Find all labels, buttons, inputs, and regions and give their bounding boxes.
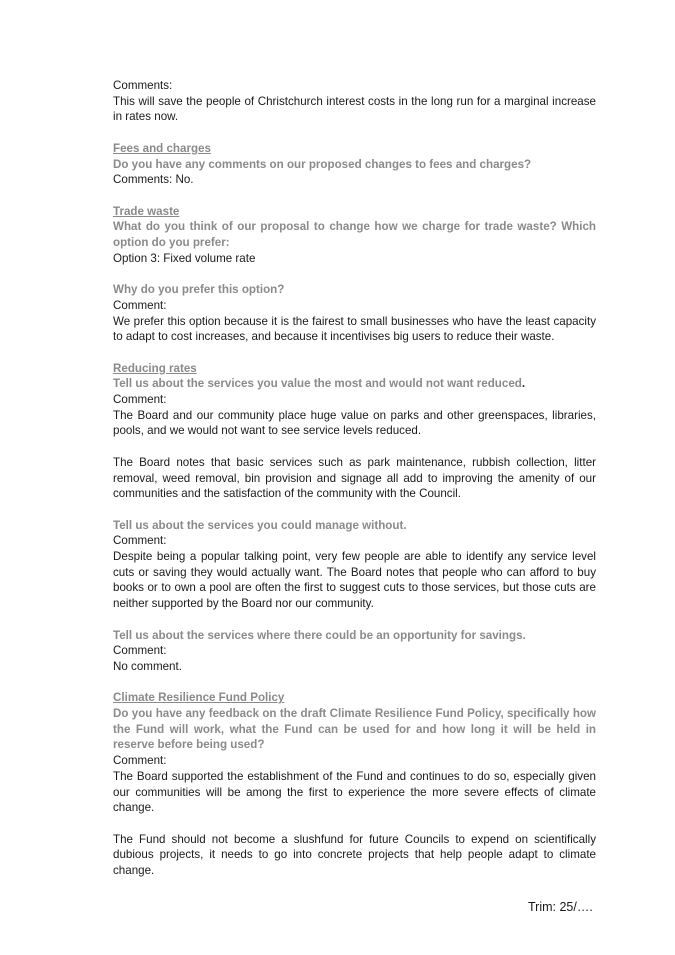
- trim-reference: Trim: 25/….: [528, 900, 593, 914]
- comment-text: We prefer this option because it is the fairest to small businesses who have the least capacity to adapt to cost increases, and because it incentivises big users to reduce their waste.: [113, 314, 596, 344]
- spacer: [113, 612, 596, 628]
- comment-text: The Board and our community place huge value on parks and other greenspaces, libraries, pools, and we would not want to see service levels reduced.: [113, 408, 596, 438]
- spacer: [113, 439, 596, 455]
- document-page: [113, 78, 596, 879]
- question-period: .: [521, 377, 526, 391]
- comment-text: Despite being a popular talking point, very few people are able to identify any service level cuts or saving they would actually want. The Board notes that people who can afford to buy books or to own a pool are often the first to suggest cuts to those services, but those cuts are neither supported by the Board nor our community.: [113, 550, 596, 611]
- answer-fees: Comments: No.: [113, 173, 194, 187]
- question-trade-waste: What do you think of our proposal to change how we charge for trade waste? Which option do you prefer:: [113, 220, 596, 249]
- spacer: [113, 502, 596, 518]
- spacer: [113, 125, 596, 141]
- comment-text: This will save the people of Christchurch interest costs in the long run for a marginal increase in rates now.: [113, 94, 596, 124]
- question-fees: Do you have any comments on our proposed changes to fees and charges?: [113, 157, 532, 171]
- spacer: [113, 188, 596, 204]
- comment-label: Comment:: [113, 298, 167, 312]
- question-savings: Tell us about the services where there could be an opportunity for savings.: [113, 628, 526, 642]
- comment-label: Comment:: [113, 754, 167, 768]
- section-heading-reducing-rates: Reducing rates: [113, 361, 197, 375]
- question-services-valued: [113, 376, 596, 392]
- section-heading-climate: Climate Resilience Fund Policy: [113, 691, 285, 705]
- spacer: [113, 266, 596, 282]
- question-why-option: Why do you prefer this option?: [113, 283, 285, 297]
- question-climate: Do you have any feedback on the draft Climate Resilience Fund Policy, specifically how the Fund will work, what the Fund can be used for and how long it will be held in reserve before being used?: [113, 707, 596, 752]
- comment-label: Comment:: [113, 393, 167, 406]
- section-heading-fees: Fees and charges: [113, 141, 211, 155]
- answer-trade-waste: Option 3: Fixed volume rate: [113, 251, 256, 265]
- question-services-without: Tell us about the services you could manage without.: [113, 518, 407, 532]
- comment-text: The Board notes that basic services such as park maintenance, rubbish collection, litter removal, weed removal, bin provision and signage all add to improving the amenity of our communities and the satisfaction of the community with the Council.: [113, 455, 596, 501]
- section-heading-trade-waste: Trade waste: [113, 204, 180, 218]
- comment-text: No comment.: [113, 659, 182, 673]
- spacer: [113, 345, 596, 361]
- comments-label: Comments:: [113, 79, 173, 92]
- spacer: [113, 816, 596, 832]
- comment-text: The Board supported the establishment of the Fund and continues to do so, especially given our communities will be among the first to experience the more severe effects of climate change.: [113, 769, 596, 815]
- comment-text: The Fund should not become a slushfund for future Councils to expend on scientifically dubious projects, it needs to go into concrete projects that help people adapt to climate change.: [113, 832, 596, 878]
- comment-label: Comment:: [113, 534, 167, 548]
- spacer: [113, 675, 596, 691]
- comment-label: Comment:: [113, 644, 167, 658]
- question-services-valued-text: Tell us about the services you value the most and would not want reduced: [113, 377, 522, 391]
